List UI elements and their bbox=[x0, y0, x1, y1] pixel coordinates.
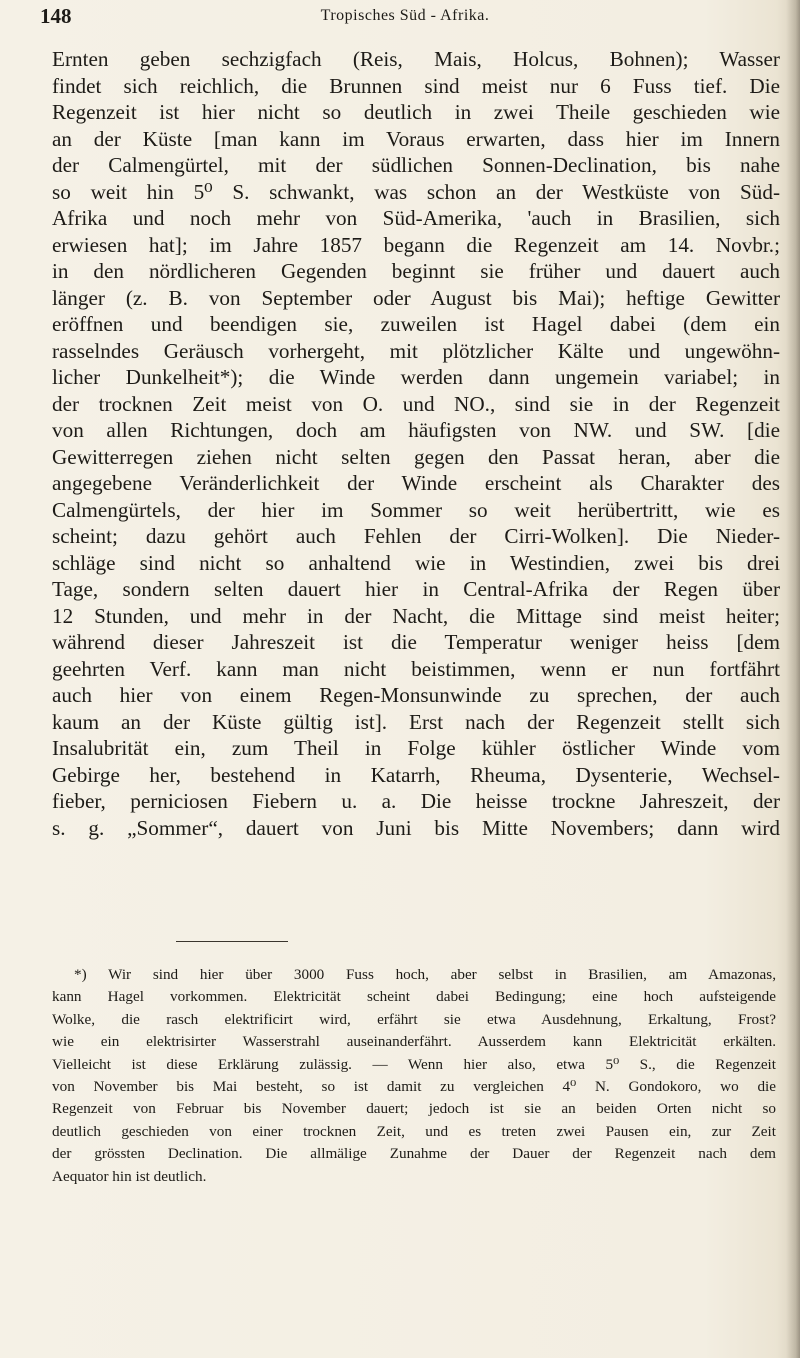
page-number: 148 bbox=[40, 4, 72, 28]
body-line: von allen Richtungen, doch am häufigsten von NW. und SW. [die bbox=[52, 418, 780, 442]
body-text bbox=[52, 46, 780, 841]
footnotes bbox=[52, 964, 776, 1188]
body-line: fieber, perniciosen Fiebern u. a. Die heisse trockne Jahreszeit, der bbox=[52, 789, 780, 813]
footnote-line: Vielleicht ist diese Erklärung zulässig. — Wenn hier also, etwa 5⁰ S., die Regenzeit bbox=[52, 1055, 776, 1073]
footnote-line: Wolke, die rasch elektrificirt wird, erfährt sie etwa Ausdehnung, Erkaltung, Frost? bbox=[52, 1010, 776, 1028]
body-line: schläge sind nicht so anhaltend wie in Westindien, zwei bis drei bbox=[52, 550, 780, 575]
body-line: der trocknen Zeit meist von O. und NO., sind sie in der Regenzeit bbox=[52, 391, 780, 416]
body-line: der Calmengürtel, mit der südlichen Sonnen-Declination, bis nahe bbox=[52, 153, 780, 177]
footnote-divider bbox=[176, 941, 288, 942]
footnote-line: kann Hagel vorkommen. Elektricität scheint dabei Bedingung; eine hoch aufsteigende bbox=[52, 988, 776, 1006]
body-line: licher Dunkelheit*); die Winde werden dann ungemein variabel; in bbox=[52, 365, 780, 389]
footnote-line: der grössten Declination. Die allmälige Zunahme der Dauer der Regenzeit nach dem bbox=[52, 1145, 776, 1163]
body-line: Calmengürtels, der hier im Sommer so weit herübertritt, wie es bbox=[52, 497, 780, 522]
footnote-line: deutlich geschieden von einer trocknen Zeit, und es treten zwei Pausen ein, zur Zeit bbox=[52, 1122, 776, 1140]
body-line: kaum an der Küste gültig ist]. Erst nach der Regenzeit stellt sich bbox=[52, 709, 780, 734]
body-line: rasselndes Geräusch vorhergeht, mit plötzlicher Kälte und ungewöhn- bbox=[52, 338, 780, 363]
page-edge-shadow bbox=[786, 0, 800, 1358]
body-line: länger (z. B. von September oder August bis Mai); heftige Gewitter bbox=[52, 285, 780, 310]
running-title: Tropisches Süd - Afrika. bbox=[320, 7, 490, 24]
body-line: 12 Stunden, und mehr in der Nacht, die Mittage sind meist heiter; bbox=[52, 603, 780, 628]
body-line: eröffnen und beendigen sie, zuweilen ist Hagel dabei (dem ein bbox=[52, 312, 780, 336]
body-line: während dieser Jahreszeit ist die Temperatur weniger heiss [dem bbox=[52, 630, 780, 654]
body-line: findet sich reichlich, die Brunnen sind meist nur 6 Fuss tief. Die bbox=[52, 73, 780, 98]
footnote-line: von November bis Mai besteht, so ist damit zu vergleichen 4⁰ N. Gondokoro, wo die bbox=[52, 1077, 776, 1095]
running-head bbox=[40, 4, 780, 32]
body-line: scheint; dazu gehört auch Fehlen der Cirri-Wolken]. Die Nieder- bbox=[52, 524, 780, 548]
body-line: erwiesen hat]; im Jahre 1857 begann die Regenzeit am 14. Novbr.; bbox=[52, 232, 780, 257]
footnote-line: wie ein elektrisirter Wasserstrahl auseinanderfährt. Ausserdem kann Elektricität erkälten. bbox=[52, 1033, 776, 1051]
body-line: Regenzeit ist hier nicht so deutlich in zwei Theile geschieden wie bbox=[52, 100, 780, 124]
body-line: so weit hin 5⁰ S. schwankt, was schon an der Westküste von Süd- bbox=[52, 179, 780, 204]
body-line: angegebene Veränderlichkeit der Winde erscheint als Charakter des bbox=[52, 471, 780, 495]
footnote-line: Regenzeit von Februar bis November dauert; jedoch ist sie an beiden Orten nicht so bbox=[52, 1100, 776, 1118]
body-line: an der Küste [man kann im Voraus erwarten, dass hier im Innern bbox=[52, 126, 780, 151]
body-line: Afrika und noch mehr von Süd-Amerika, 'auch in Brasilien, sich bbox=[52, 206, 780, 230]
body-line: Tage, sondern selten dauert hier in Central-Afrika der Regen über bbox=[52, 577, 780, 601]
body-line: s. g. „Sommer“, dauert von Juni bis Mitte Novembers; dann wird bbox=[52, 815, 780, 840]
body-line: geehrten Verf. kann man nicht beistimmen, wenn er nun fortfährt bbox=[52, 656, 780, 681]
body-line: in den nördlicheren Gegenden beginnt sie früher und dauert auch bbox=[52, 259, 780, 283]
body-line: Gebirge her, bestehend in Katarrh, Rheuma, Dysenterie, Wechsel- bbox=[52, 762, 780, 787]
body-line: Insalubrität ein, zum Theil in Folge kühler östlicher Winde vom bbox=[52, 736, 780, 760]
body-line: Ernten geben sechzigfach (Reis, Mais, Holcus, Bohnen); Wasser bbox=[52, 47, 780, 71]
body-line: Gewitterregen ziehen nicht selten gegen den Passat heran, aber die bbox=[52, 444, 780, 469]
body-line: auch hier von einem Regen-Monsunwinde zu sprechen, der auch bbox=[52, 683, 780, 707]
footnote-line: *) Wir sind hier über 3000 Fuss hoch, aber selbst in Brasilien, am Amazonas, bbox=[74, 966, 776, 983]
footnote-line: Aequator hin ist deutlich. bbox=[52, 1167, 207, 1185]
